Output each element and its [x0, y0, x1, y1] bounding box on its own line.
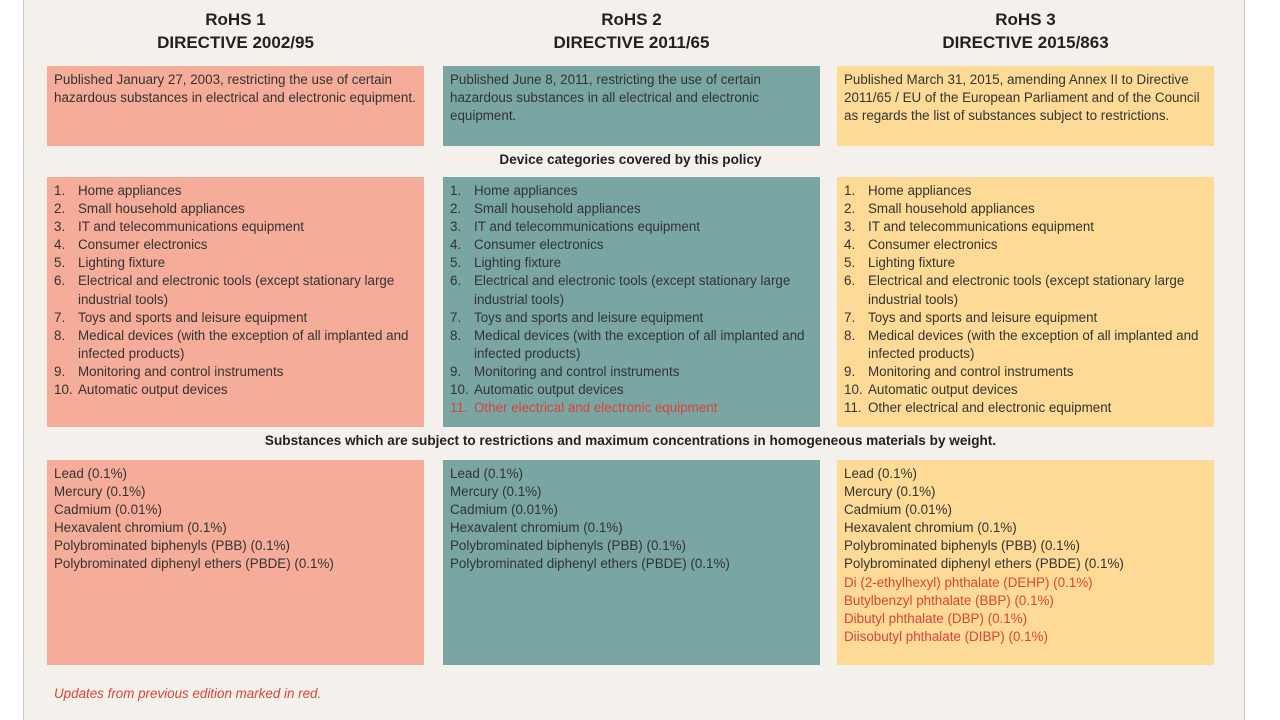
category-number: 8.: [54, 327, 66, 343]
category-number: 7.: [450, 309, 462, 325]
substance-item: Polybrominated biphenyls (PBB) (0.1%): [450, 538, 686, 554]
category-label: Electrical and electronic tools (except stationary large industrial tools): [78, 273, 395, 307]
categories-section-title: Device categories covered by this policy: [499, 152, 762, 167]
rohs3-directive: DIRECTIVE 2015/863: [942, 33, 1109, 52]
category-item: [844, 309, 1207, 327]
rohs3-title: RoHS 3: [995, 10, 1056, 29]
category-number: 5.: [844, 255, 856, 271]
category-item: [450, 272, 813, 308]
rohs2-directive: DIRECTIVE 2011/65: [553, 33, 710, 52]
rohs1-description: Published January 27, 2003, restricting the use of certain hazardous substances in electrical and electronic equipment.: [47, 66, 424, 146]
rohs2-description: Published June 8, 2011, restricting the use of certain hazardous substances in all electrical and electronic equipment.: [443, 66, 820, 146]
category-label: Medical devices (with the exception of all implanted and infected products): [474, 327, 805, 361]
category-item: [450, 254, 813, 272]
category-label: Small household appliances: [868, 201, 1035, 217]
substance-item: Lead (0.1%): [844, 466, 917, 481]
category-item: [450, 200, 813, 218]
category-number: 7.: [844, 309, 856, 325]
category-number: 6.: [844, 273, 856, 289]
substance-item: Di (2-ethylhexyl) phthalate (DEHP) (0.1%): [844, 574, 1093, 590]
substance-item: Diisobutyl phthalate (DIBP) (0.1%): [844, 628, 1048, 644]
category-number: 1.: [54, 183, 66, 198]
substance-item: Polybrominated diphenyl ethers (PBDE) (0.1%): [450, 556, 730, 572]
category-item: [54, 309, 417, 327]
rohs1-categories: [47, 177, 424, 427]
category-label: Home appliances: [474, 183, 578, 198]
category-number: 6.: [54, 273, 66, 289]
category-label: Electrical and electronic tools (except stationary large industrial tools): [474, 273, 791, 307]
substance-item: Cadmium (0.01%): [54, 502, 162, 518]
category-label: Automatic output devices: [474, 382, 624, 398]
category-number: 10.: [844, 382, 863, 398]
category-item: [450, 381, 813, 399]
category-label: Electrical and electronic tools (except stationary large industrial tools): [868, 273, 1185, 307]
substance-item: Mercury (0.1%): [450, 484, 542, 500]
category-item: [844, 399, 1207, 417]
category-number: 10.: [450, 382, 469, 398]
rohs1-category-list: [54, 182, 417, 399]
category-label: Medical devices (with the exception of all implanted and infected products): [868, 327, 1199, 361]
category-label: Small household appliances: [78, 201, 245, 217]
substance-item: Mercury (0.1%): [54, 484, 146, 500]
category-label: IT and telecommunications equipment: [78, 219, 305, 235]
category-label: Home appliances: [868, 183, 972, 198]
category-item: [54, 218, 417, 236]
category-item: [844, 236, 1207, 254]
category-label: Automatic output devices: [78, 382, 228, 398]
rohs2-title: RoHS 2: [601, 10, 662, 29]
rohs3-categories: [837, 177, 1214, 427]
rohs3-substance-list: [844, 465, 1207, 646]
category-item: [450, 327, 813, 363]
category-item: [450, 363, 813, 381]
category-item: [844, 272, 1207, 308]
category-label: Lighting fixture: [78, 255, 166, 271]
category-item: [844, 254, 1207, 272]
category-number: 3.: [450, 219, 462, 235]
rohs1-title: RoHS 1: [205, 10, 266, 29]
category-number: 1.: [844, 183, 856, 198]
rohs1-substances: [47, 460, 424, 665]
rohs3-category-list: [844, 182, 1207, 417]
category-item: [844, 182, 1207, 200]
category-number: 11.: [844, 400, 862, 416]
rohs3-substances: [837, 460, 1214, 665]
substance-item: Cadmium (0.01%): [450, 502, 558, 518]
category-number: 3.: [844, 219, 856, 235]
category-item: [450, 399, 813, 417]
category-label: Automatic output devices: [868, 382, 1018, 398]
category-number: 2.: [54, 201, 66, 217]
category-number: 8.: [844, 327, 856, 343]
category-label: Home appliances: [78, 183, 182, 198]
category-item: [844, 218, 1207, 236]
footnote: Updates from previous edition marked in red.: [54, 686, 322, 701]
category-number: 2.: [450, 201, 462, 217]
category-item: [54, 381, 417, 399]
category-item: [450, 236, 813, 254]
category-number: 11.: [450, 400, 468, 416]
category-item: [450, 309, 813, 327]
substance-item: Hexavalent chromium (0.1%): [450, 520, 623, 536]
category-label: Lighting fixture: [868, 255, 956, 271]
category-number: 4.: [54, 237, 66, 253]
rohs2-heading: [443, 8, 820, 54]
substance-item: Dibutyl phthalate (DBP) (0.1%): [844, 610, 1028, 626]
substances-section-title: Substances which are subject to restrictions and maximum concentrations in homogeneous materials by weight.: [264, 433, 997, 448]
category-number: 3.: [54, 219, 66, 235]
substance-item: Mercury (0.1%): [844, 484, 936, 500]
rohs2-substance-list: [450, 465, 813, 574]
category-label: Monitoring and control instruments: [474, 363, 680, 379]
substance-item: Hexavalent chromium (0.1%): [844, 520, 1017, 536]
category-label: Other electrical and electronic equipment: [868, 400, 1112, 416]
rohs3-description: Published March 31, 2015, amending Annex II to Directive 2011/65 / EU of the European Parliament and of the Council as regards the list of substances subject to restrictions.: [837, 66, 1214, 146]
category-number: 1.: [450, 183, 462, 198]
rohs1-heading: [47, 8, 424, 54]
substance-item: Butylbenzyl phthalate (BBP) (0.1%): [844, 592, 1054, 608]
category-label: Toys and sports and leisure equipment: [868, 309, 1098, 325]
substance-item: Polybrominated diphenyl ethers (PBDE) (0.1%): [844, 556, 1124, 572]
category-number: 2.: [844, 201, 856, 217]
category-item: [844, 200, 1207, 218]
rohs2-categories: [443, 177, 820, 427]
category-item: [54, 327, 417, 363]
category-label: Monitoring and control instruments: [78, 363, 284, 379]
category-item: [54, 363, 417, 381]
rohs3-heading: [837, 8, 1214, 54]
category-number: 4.: [844, 237, 856, 253]
category-label: Lighting fixture: [474, 255, 562, 271]
rohs1-substance-list: [54, 465, 417, 574]
category-item: [54, 236, 417, 254]
category-number: 4.: [450, 237, 462, 253]
category-label: Toys and sports and leisure equipment: [474, 309, 704, 325]
category-item: [54, 182, 417, 200]
category-label: Other electrical and electronic equipment: [474, 400, 718, 416]
category-label: Consumer electronics: [78, 237, 208, 253]
substance-item: Cadmium (0.01%): [844, 502, 952, 518]
category-item: [450, 182, 813, 200]
rohs2-substances: [443, 460, 820, 665]
category-item: [450, 218, 813, 236]
category-number: 10.: [54, 382, 73, 398]
category-label: Consumer electronics: [474, 237, 604, 253]
substance-item: Lead (0.1%): [450, 466, 523, 481]
category-item: [54, 272, 417, 308]
category-item: [844, 327, 1207, 363]
category-label: Consumer electronics: [868, 237, 998, 253]
category-number: 9.: [450, 363, 462, 379]
rohs1-directive: DIRECTIVE 2002/95: [157, 33, 314, 52]
category-item: [54, 254, 417, 272]
substance-item: Polybrominated biphenyls (PBB) (0.1%): [54, 538, 290, 554]
category-number: 6.: [450, 273, 462, 289]
category-number: 5.: [450, 255, 462, 271]
category-label: Medical devices (with the exception of all implanted and infected products): [78, 327, 409, 361]
category-item: [54, 200, 417, 218]
category-number: 8.: [450, 327, 462, 343]
category-item: [844, 363, 1207, 381]
category-number: 7.: [54, 309, 66, 325]
substance-item: Polybrominated diphenyl ethers (PBDE) (0.1%): [54, 556, 334, 572]
rohs2-category-list: [450, 182, 813, 417]
category-number: 5.: [54, 255, 66, 271]
category-label: IT and telecommunications equipment: [474, 219, 701, 235]
category-label: Toys and sports and leisure equipment: [78, 309, 308, 325]
category-number: 9.: [54, 363, 66, 379]
category-label: IT and telecommunications equipment: [868, 219, 1095, 235]
category-item: [844, 381, 1207, 399]
substance-item: Lead (0.1%): [54, 466, 127, 481]
category-label: Monitoring and control instruments: [868, 363, 1074, 379]
substance-item: Polybrominated biphenyls (PBB) (0.1%): [844, 538, 1080, 554]
category-number: 9.: [844, 363, 856, 379]
substance-item: Hexavalent chromium (0.1%): [54, 520, 227, 536]
category-label: Small household appliances: [474, 201, 641, 217]
